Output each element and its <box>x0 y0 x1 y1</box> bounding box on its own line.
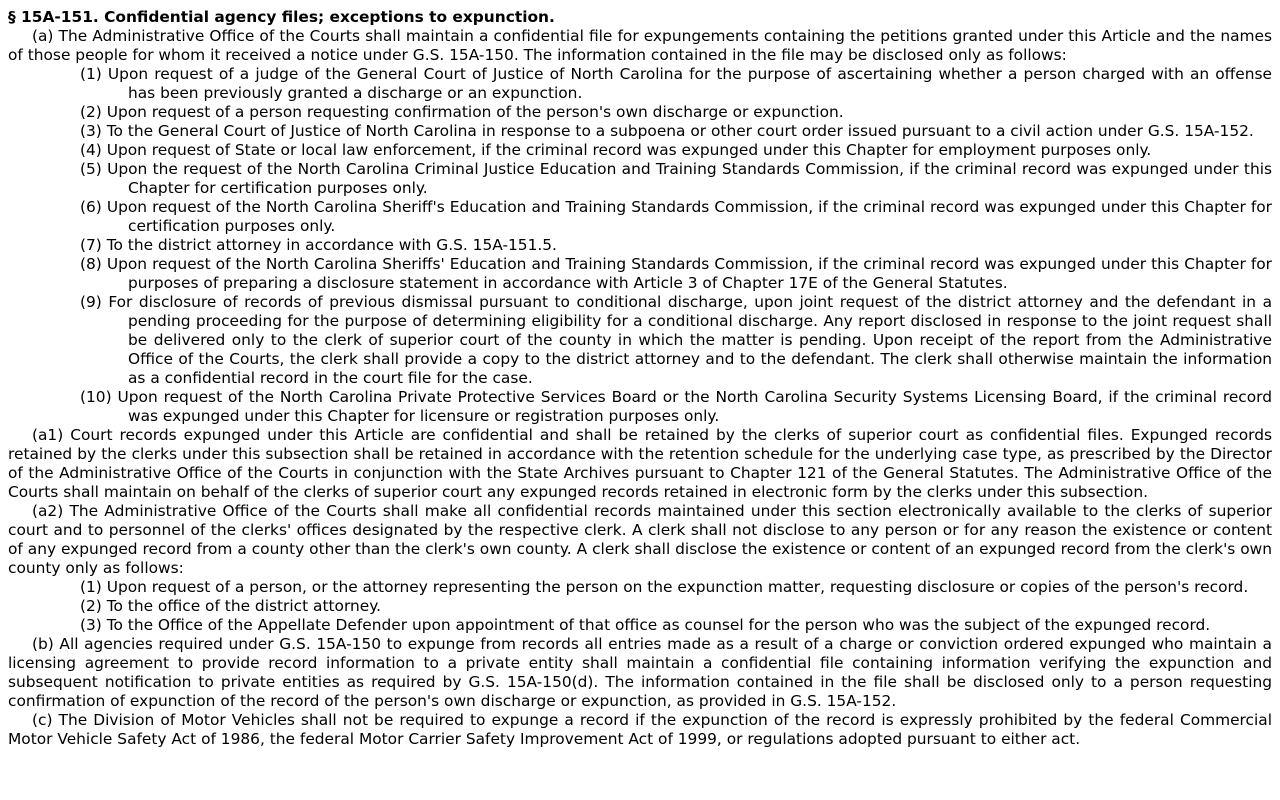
subsection-a2-item-3: (3) To the Office of the Appellate Defender upon appointment of that office as counsel for the person who was the subject of the expunged record. <box>80 616 1211 634</box>
subsection-c: (c) The Division of Motor Vehicles shall not be required to expunge a record if the expunction of the record is expressly prohibited by the federal Commercial Motor Vehicle Safety Act of 1986, the federal Motor Carrier Safety Improvement Act of 1999, or regulations adopted pursuant to either act. <box>8 711 1272 748</box>
subsection-a-item-7: (7) To the district attorney in accordance with G.S. 15A-151.5. <box>80 236 557 254</box>
subsection-a1: (a1) Court records expunged under this Article are confidential and shall be retained by the clerks of superior court as confidential files. Expunged records retained by the clerks under this subsection shall be retained in accordance with the retention schedule for the underlying case type, as prescribed by the Director of the Administrative Office of the Courts in conjunction with the State Archives pursuant to Chapter 121 of the General Statutes. The Administrative Office of the Courts shall maintain on behalf of the clerks of superior court any expunged records retained in electronic form by the clerks under this subsection. <box>8 426 1272 501</box>
subsection-a-item-10: (10) Upon request of the North Carolina Private Protective Services Board or the North Carolina Security Systems Licensing Board, if the criminal record was expunged under this Chapter for licensure or registration purposes only. <box>80 388 1272 425</box>
subsection-a: (a) The Administrative Office of the Courts shall maintain a confidential file for expungements containing the petitions granted under this Article and the names of those people for whom it received a notice under G.S. 15A-150. The information contained in the file may be disclosed only as follows: <box>8 27 1272 64</box>
subsection-a-item-2: (2) Upon request of a person requesting confirmation of the person's own discharge or expunction. <box>80 103 844 121</box>
subsection-a-item-9: (9) For disclosure of records of previous dismissal pursuant to conditional discharge, upon joint request of the district attorney and the defendant in a pending proceeding for the purpose of determining eligibility for a conditional discharge. Any report disclosed in response to the joint request shall be delivered only to the clerk of superior court of the county in which the matter is pending. Upon receipt of the report from the Administrative Office of the Courts, the clerk shall provide a copy to the district attorney and to the defendant. The clerk shall otherwise maintain the information as a confidential record in the court file for the case. <box>80 293 1272 387</box>
subsection-a-item-6: (6) Upon request of the North Carolina Sheriff's Education and Training Standards Commission, if the criminal record was expunged under this Chapter for certification purposes only. <box>80 198 1272 235</box>
subsection-a-item-8: (8) Upon request of the North Carolina Sheriffs' Education and Training Standards Commission, if the criminal record was expunged under this Chapter for purposes of preparing a disclosure statement in accordance with Article 3 of Chapter 17E of the General Statutes. <box>80 255 1272 292</box>
subsection-b: (b) All agencies required under G.S. 15A-150 to expunge from records all entries made as a result of a charge or conviction ordered expunged who maintain a licensing agreement to provide record information to a private entity shall maintain a confidential file containing information verifying the expunction and subsequent notification to private entities as required by G.S. 15A-150(d). The information contained in the file shall be disclosed only to a person requesting confirmation of expunction of the record of the person's own discharge or expunction, as provided in G.S. 15A-152. <box>8 635 1272 710</box>
subsection-a-item-5: (5) Upon the request of the North Carolina Criminal Justice Education and Training Standards Commission, if the criminal record was expunged under this Chapter for certification purposes only. <box>80 160 1272 197</box>
subsection-a-item-3: (3) To the General Court of Justice of North Carolina in response to a subpoena or other court order issued pursuant to a civil action under G.S. 15A-152. <box>80 122 1254 140</box>
statute-document <box>8 8 1272 749</box>
section-title: § 15A-151. Confidential agency files; exceptions to expunction. <box>8 8 555 26</box>
subsection-a2: (a2) The Administrative Office of the Courts shall make all confidential records maintained under this section electronically available to the clerks of superior court and to personnel of the clerks' offices designated by the respective clerk. A clerk shall not disclose to any person or for any reason the existence or content of any expunged record from a county other than the clerk's own county. A clerk shall disclose the existence or content of an expunged record from the clerk's own county only as follows: <box>8 502 1272 577</box>
subsection-a2-item-2: (2) To the office of the district attorney. <box>80 597 382 615</box>
subsection-a-item-4: (4) Upon request of State or local law enforcement, if the criminal record was expunged under this Chapter for employment purposes only. <box>80 141 1152 159</box>
subsection-a-item-1: (1) Upon request of a judge of the General Court of Justice of North Carolina for the purpose of ascertaining whether a person charged with an offense has been previously granted a discharge or an expunction. <box>80 65 1272 102</box>
subsection-a2-item-1: (1) Upon request of a person, or the attorney representing the person on the expunction matter, requesting disclosure or copies of the person's record. <box>80 578 1249 596</box>
